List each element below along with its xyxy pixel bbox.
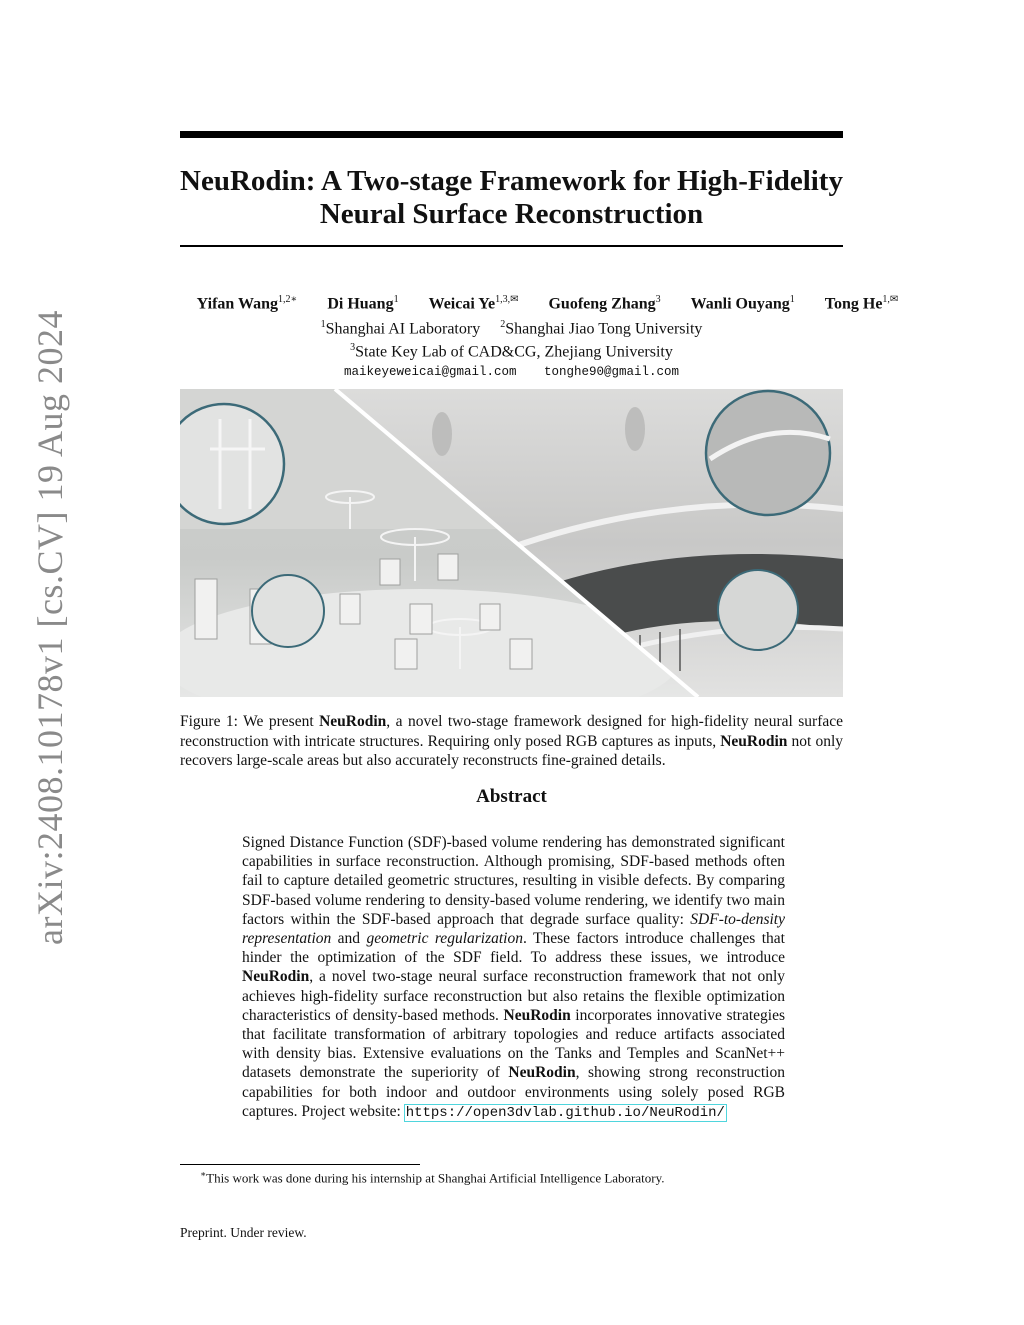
preprint-notice: Preprint. Under review. (180, 1225, 307, 1240)
figure-caption: Figure 1: We present NeuRodin, a novel two-stage framework designed for high-fidelity neural surface reconstruction with intricate structures. Requiring only posed RGB captures as inputs, NeuRodin not only recovers large-scale areas but also accurately reconstructs fine-grained details. (180, 713, 844, 769)
abstract-body: Signed Distance Function (SDF)-based volume rendering has demonstrated significant capabilities in surface reconstruction. Although promising, SDF-based methods often fail to capture detailed geometric structures, resulting in visible defects. By comparing SDF-based volume rendering to density-based volume rendering, we identify two main factors within the SDF-based approach that degrade surface quality: SDF-to-density representation and geometric regularization. These factors introduce challenges that hinder the optimization of the SDF field. To address these issues, we introduce NeuRodin, a novel two-stage neural surface reconstruction framework that not only achieves high-fidelity surface reconstruction but also retains the flexible optimization characteristics of density-based methods. NeuRodin incorporates innovative strategies that facilitate transformation of arbitrary topologies and reduce artifacts associated with density bias. Extensive evaluations on the Tanks and Temples and ScanNet++ datasets demonstrate the superiority of NeuRodin, showing strong reconstruction capabilities for both indoor and outdoor environments using solely posed RGB captures. Project website: https://open3dvlab.github.io/NeuRodin/ (242, 834, 785, 1121)
author-list (150, 294, 945, 313)
footnote-rule (180, 1164, 420, 1165)
author: Di Huang$^1$ (327, 294, 399, 313)
author: Wanli Ouyang$^1$ (690, 294, 795, 313)
affiliation-1: $^1$Shanghai AI Laboratory (320, 319, 481, 338)
arxiv-identifier: arXiv:2408.10178v1 [cs.CV] 19 Aug 2024 (30, 310, 70, 945)
author: Yifan Wang$^{1,2∗}$ (196, 294, 298, 313)
author: Weicai $Ye^{1,3,✉}$ (428, 294, 519, 313)
email[interactable]: tonghe90@gmail.com (544, 364, 680, 379)
title-line-2: Neural Surface Reconstruction (319, 198, 704, 230)
title-line-1: NeuRodin: A Two-stage Framework for High-Fidelity (180, 165, 843, 197)
abstract-heading: Abstract (476, 786, 547, 807)
teaser-figure-image (180, 389, 843, 697)
email[interactable]: maikeyeweicai@gmail.com (343, 364, 517, 379)
teaser-figure (180, 389, 843, 697)
project-website-link[interactable]: https://open3dvlab.github.io/NeuRodin/ (405, 1104, 725, 1121)
emails (180, 363, 843, 382)
footnote: ∗This work was done during his internship at Shanghai Artificial Intelligence Laboratory. (200, 1169, 665, 1186)
affiliation-3: $^3$State Key Lab of CAD&CG, Zhejiang University (350, 342, 673, 361)
author: Tong $He^{1,✉}$ (824, 294, 899, 313)
affiliations (180, 315, 843, 382)
paper-title (160, 165, 863, 231)
title-top-rule (180, 131, 843, 138)
affiliation-2: $^2$Shanghai Jiao Tong University (500, 319, 703, 338)
author: Guofeng Zhang$^3$ (548, 294, 661, 313)
title-bottom-rule (180, 245, 843, 247)
